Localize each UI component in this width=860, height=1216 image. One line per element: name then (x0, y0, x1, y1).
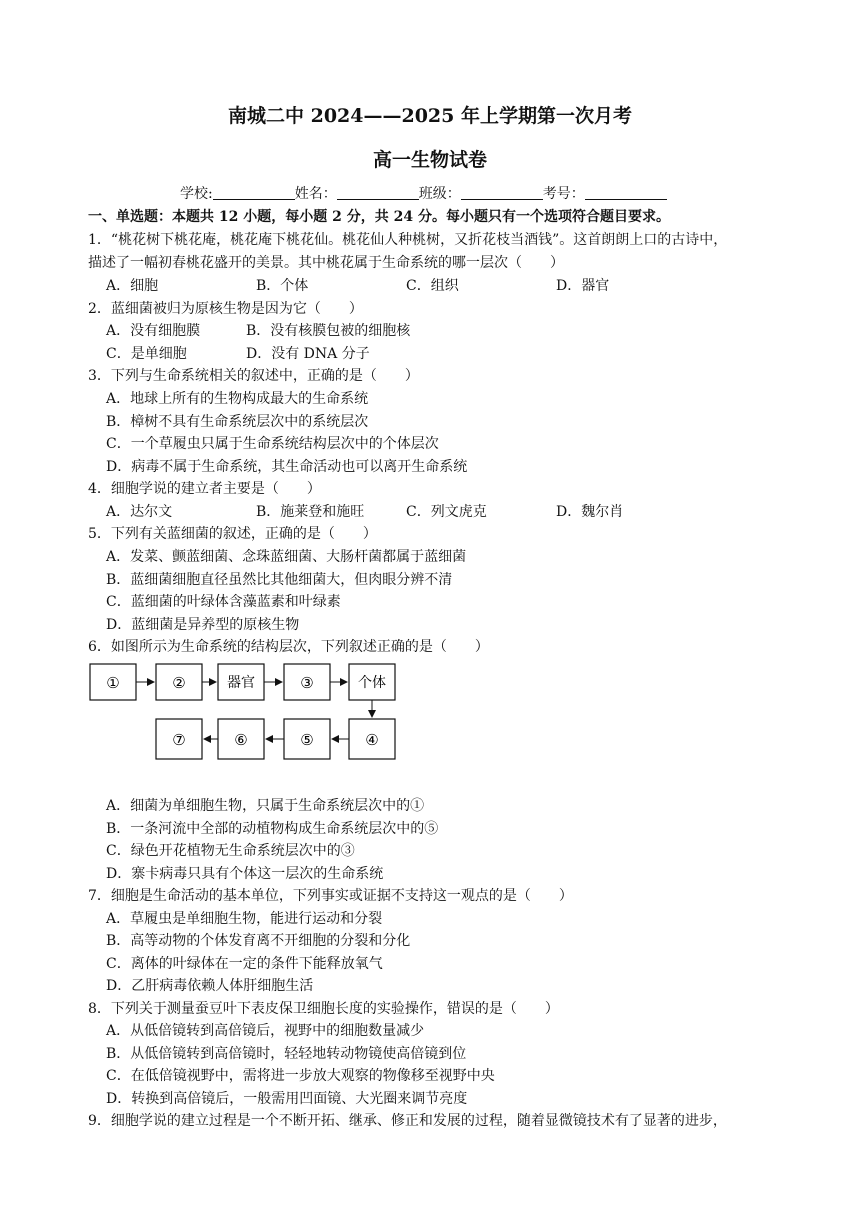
q4-option-a: A．达尔文 (106, 504, 173, 520)
q7-option-d: D．乙肝病毒依赖人体肝细胞生活 (106, 978, 314, 994)
q1-stem-line1: 1．“桃花树下桃花庵，桃花庵下桃花仙。桃花仙人种桃树，又折花枝当酒钱”。这首朗朗上口的古诗中， (88, 232, 728, 248)
q7-option-b: B．高等动物的个体发育离不开细胞的分裂和分化 (106, 933, 411, 949)
q5-option-a: A．发菜、颤蓝细菌、念珠蓝细菌、大肠杆菌都属于蓝细菌 (106, 549, 467, 565)
q8-option-d: D．转换到高倍镜后，一般需用凹面镜、大光圈来调节亮度 (106, 1091, 468, 1107)
q3-stem: 3．下列与生命系统相关的叙述中，正确的是（ ） (88, 368, 419, 384)
diagram-box-organ (218, 664, 264, 700)
name-blank (337, 185, 419, 200)
diagram-label-2: ② (172, 674, 186, 692)
q4-options (106, 503, 623, 521)
diagram-label-5: ⑤ (300, 731, 314, 749)
diagram-label-1: ① (106, 674, 120, 692)
class-blank (461, 185, 543, 200)
q6-stem: 6．如图所示为生命系统的结构层次，下列叙述正确的是（ ） (88, 639, 489, 655)
q3-option-c: C．一个草履虫只属于生命系统结构层次中的个体层次 (106, 436, 439, 452)
q1-options (106, 277, 609, 295)
exam-number-blank (585, 185, 667, 200)
q7-option-a: A．草履虫是单细胞生物，能进行运动和分裂 (106, 911, 383, 927)
diagram-box-2 (156, 664, 202, 700)
q8-stem: 8．下列关于测量蚕豆叶下表皮保卫细胞长度的实验操作，错误的是（ ） (88, 1001, 559, 1017)
diagram-label-4: ④ (365, 731, 379, 749)
diagram-box-3 (284, 664, 330, 700)
q4-stem: 4．细胞学说的建立者主要是（ ） (88, 481, 321, 497)
diagram-box-4 (349, 719, 395, 759)
diagram-box-6 (218, 719, 264, 759)
q1-option-c: C．组织 (406, 278, 459, 294)
q4-option-b: B．施莱登和施旺 (256, 504, 365, 520)
school-label: 学校: (180, 186, 213, 202)
q2-option-d: D．没有 DNA 分子 (246, 346, 370, 362)
q5-option-d: D．蓝细菌是异养型的原核生物 (106, 617, 300, 633)
diagram-box-1 (90, 664, 136, 700)
q5-stem: 5．下列有关蓝细菌的叙述，正确的是（ ） (88, 526, 377, 542)
q7-stem: 7．细胞是生命活动的基本单位，下列事实或证据不支持这一观点的是（ ） (88, 888, 573, 904)
q1-option-a: A．细胞 (106, 278, 159, 294)
q1-option-d: D．器官 (556, 278, 610, 294)
q7-option-c: C．离体的叶绿体在一定的条件下能释放氧气 (106, 956, 383, 972)
q4-option-c: C．列文虎克 (406, 504, 487, 520)
student-info-line (180, 185, 667, 203)
q1-option-b: B．个体 (256, 278, 309, 294)
q2-option-a: A．没有细胞膜 (106, 323, 201, 339)
q8-option-b: B．从低倍镜转到高倍镜时，轻轻地转动物镜使高倍镜到位 (106, 1046, 467, 1062)
diagram-label-6: ⑥ (234, 731, 248, 749)
q4-option-d: D．魏尔肖 (556, 504, 624, 520)
diagram-box-individual (349, 664, 395, 700)
q3-option-b: B．樟树不具有生命系统层次中的系统层次 (106, 414, 369, 430)
diagram-label-organ: 器官 (227, 675, 255, 691)
exam-subtitle: 高一生物试卷 (372, 149, 487, 171)
q6-option-c: C．绿色开花植物无生命系统层次中的③ (106, 843, 355, 859)
q5-option-b: B．蓝细菌细胞直径虽然比其他细菌大，但肉眼分辨不清 (106, 572, 453, 588)
q6-option-a: A．细菌为单细胞生物，只属于生命系统层次中的① (106, 798, 425, 814)
section-heading: 一、单选题：本题共 12 小题，每小题 2 分，共 24 分。每小题只有一个选项符合题目要求。 (88, 209, 670, 225)
q2-options-row2 (106, 345, 370, 363)
name-label: 姓名： (294, 186, 337, 202)
q3-option-d: D．病毒不属于生命系统，其生命活动也可以离开生命系统 (106, 459, 468, 475)
exam-title: 南城二中 2024——2025 年上学期第一次月考 (228, 105, 632, 127)
diagram-label-3: ③ (300, 674, 314, 692)
q2-options-row1 (106, 322, 410, 340)
life-system-hierarchy-diagram (88, 659, 418, 761)
diagram-label-individual: 个体 (358, 675, 386, 691)
q1-stem-line2: 描述了一幅初春桃花盛开的美景。其中桃花属于生命系统的哪一层次（ ） (88, 255, 564, 271)
diagram-box-7 (156, 719, 202, 759)
q6-option-b: B．一条河流中全部的动植物构成生命系统层次中的⑤ (106, 821, 439, 837)
q2-stem: 2．蓝细菌被归为原核生物是因为它（ ） (88, 301, 363, 317)
q2-option-c: C．是单细胞 (106, 346, 187, 362)
q6-option-d: D．寨卡病毒只具有个体这一层次的生命系统 (106, 866, 384, 882)
q9-stem: 9．细胞学说的建立过程是一个不断开拓、继承、修正和发展的过程，随着显微镜技术有了显著的进步， (88, 1113, 727, 1129)
q2-option-b: B．没有核膜包被的细胞核 (246, 323, 411, 339)
school-blank (213, 185, 295, 200)
q8-option-c: C．在低倍镜视野中，需将进一步放大观察的物像移至视野中央 (106, 1068, 495, 1084)
diagram-label-7: ⑦ (172, 731, 186, 749)
exam-number-label: 考号： (542, 186, 585, 202)
diagram-box-5 (284, 719, 330, 759)
q3-option-a: A．地球上所有的生物构成最大的生命系统 (106, 391, 369, 407)
q8-option-a: A．从低倍镜转到高倍镜后，视野中的细胞数量减少 (106, 1023, 425, 1039)
class-label: 班级： (418, 186, 461, 202)
q5-option-c: C．蓝细菌的叶绿体含藻蓝素和叶绿素 (106, 594, 341, 610)
